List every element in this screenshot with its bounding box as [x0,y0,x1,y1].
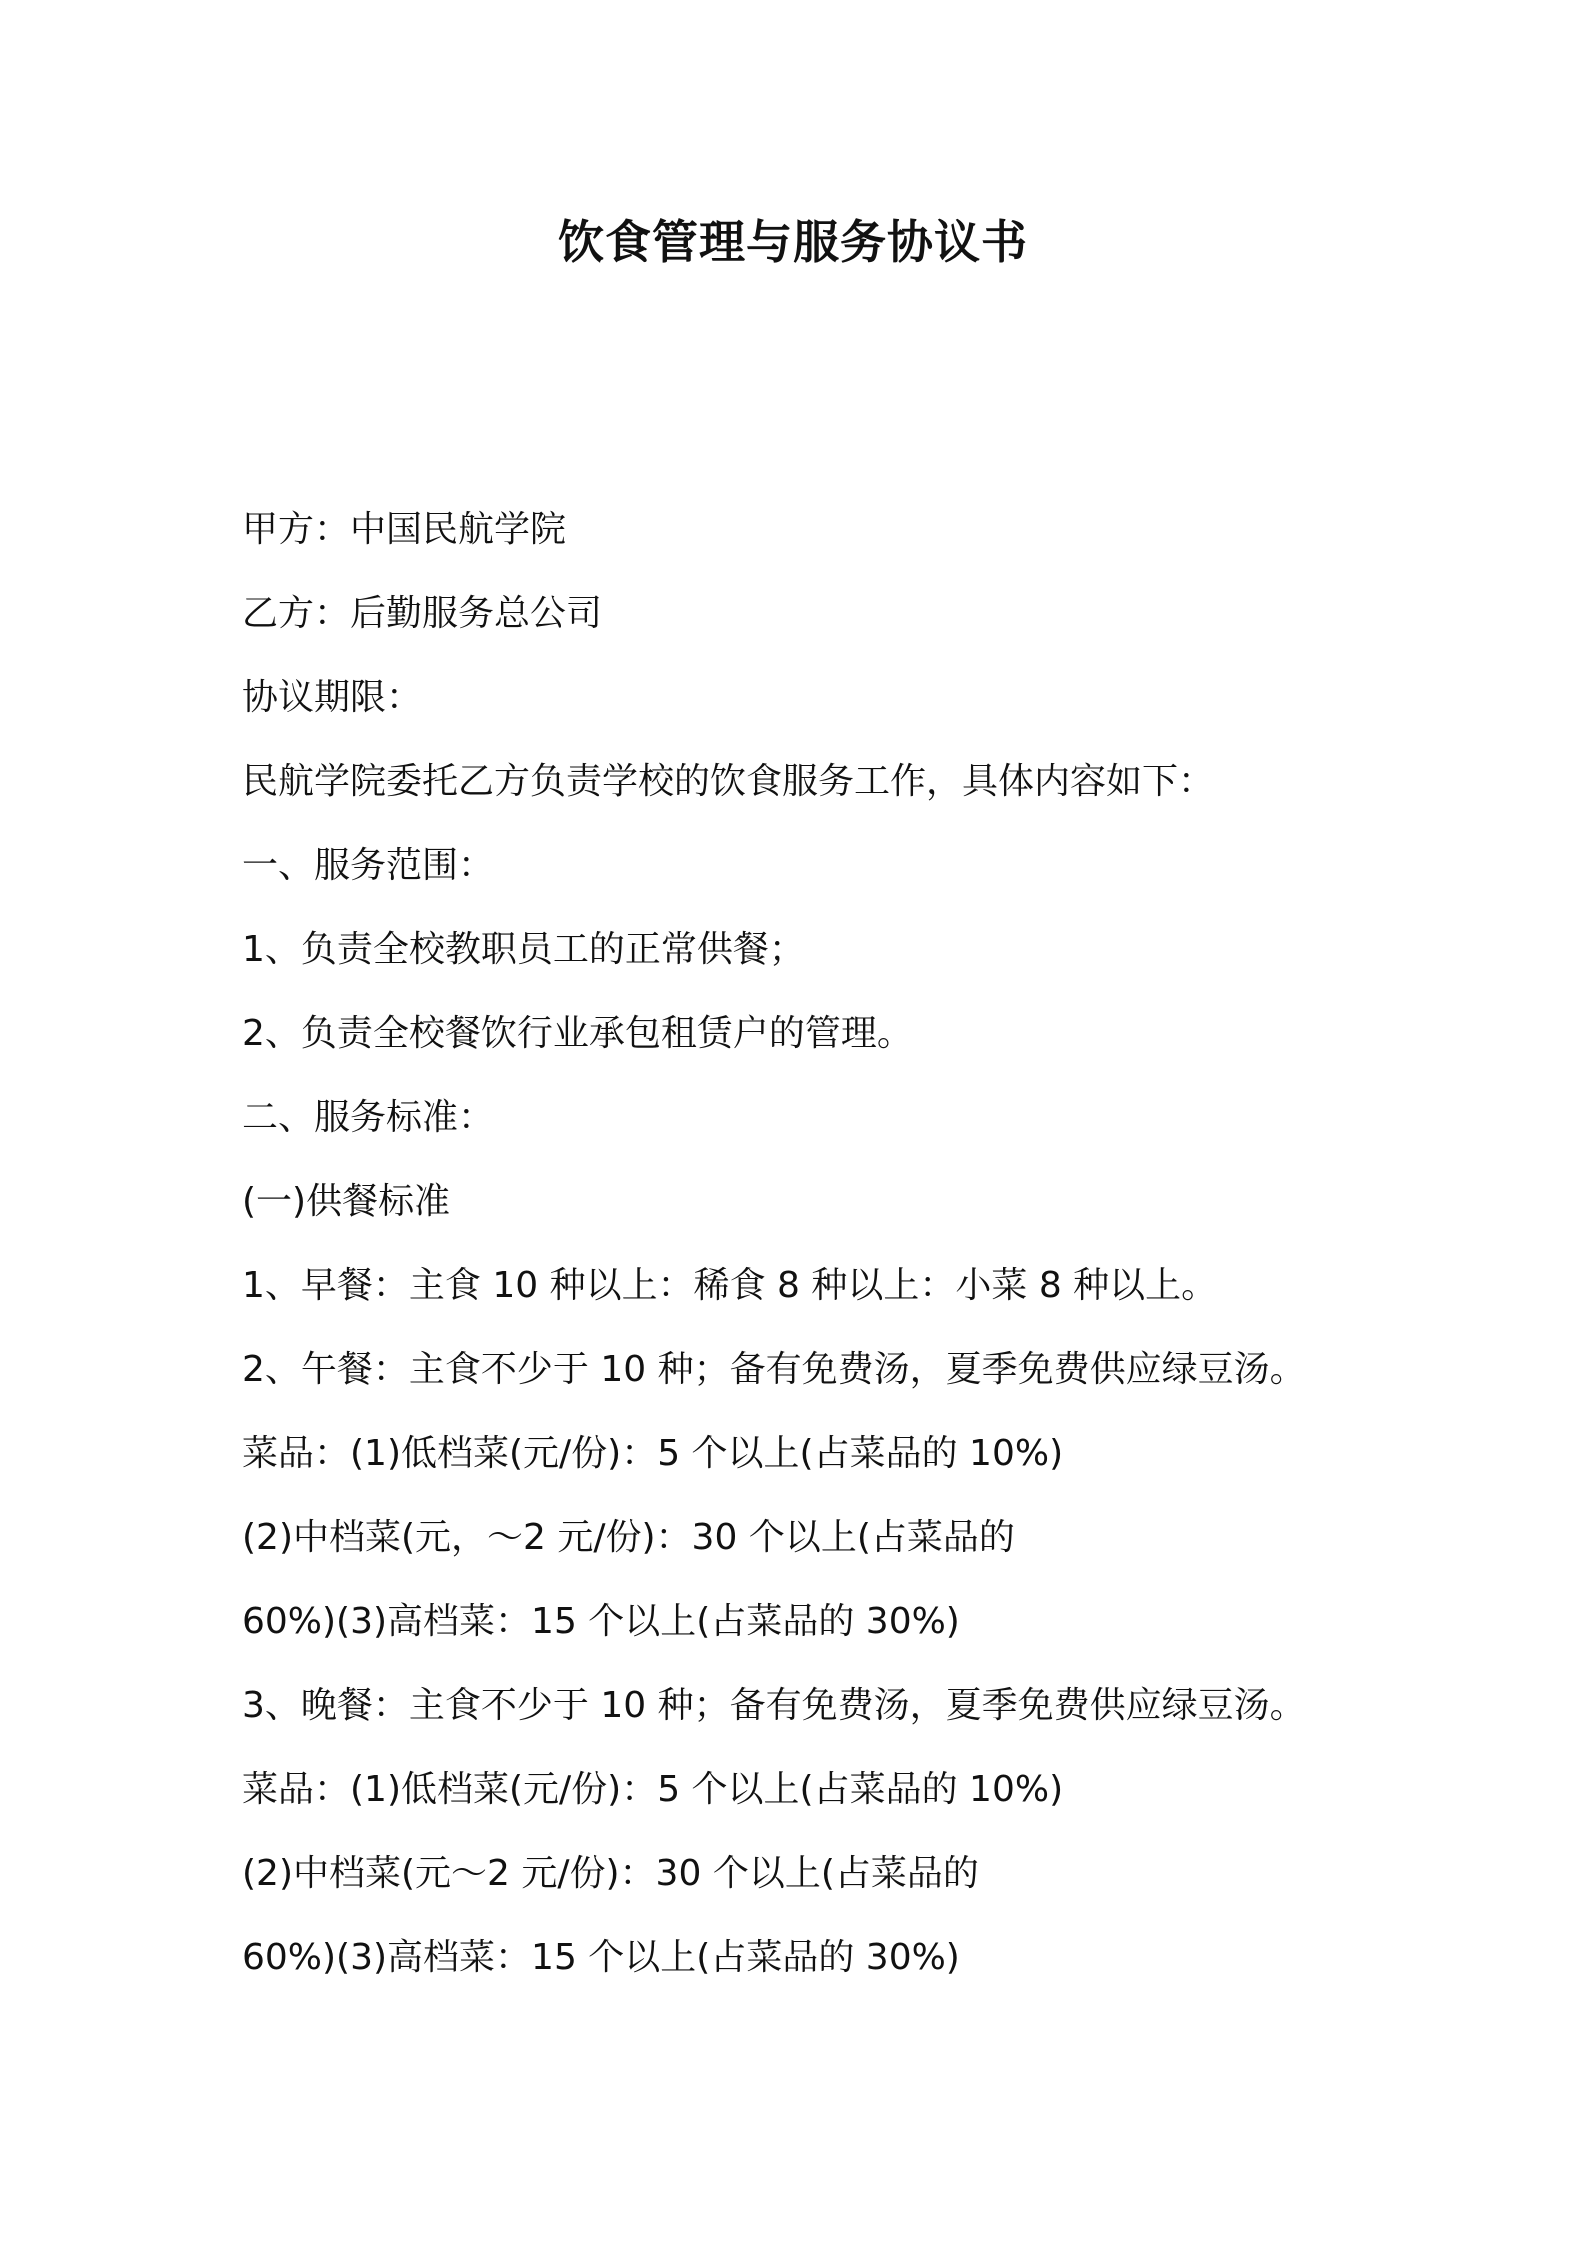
party-b-line: 乙方：后勤服务总公司 [242,593,603,634]
scope-item-1: 1、负责全校教职员工的正常供餐； [242,929,805,970]
dinner-line: 3、晚餐：主食不少于 10 种；备有免费汤，夏季免费供应绿豆汤。 [242,1685,1306,1726]
lunch-dishes-line-2: (2)中档菜(元，～2 元/份)：30 个以上(占菜品的 [242,1517,1015,1558]
dinner-dishes-line-2: (2)中档菜(元～2 元/份)：30 个以上(占菜品的 [242,1853,979,1894]
lunch-line: 2、午餐：主食不少于 10 种；备有免费汤，夏季免费供应绿豆汤。 [242,1349,1306,1390]
party-a-line: 甲方：中国民航学院 [242,509,567,550]
dinner-dishes-line-3: 60%)(3)高档菜：15 个以上(占菜品的 30%) [242,1937,960,1978]
agreement-term-line: 协议期限： [242,677,423,718]
scope-item-2: 2、负责全校餐饮行业承包租赁户的管理。 [242,1013,913,1054]
subsection-heading-meal-standards: (一)供餐标准 [242,1181,451,1222]
breakfast-line: 1、早餐：主食 10 种以上：稀食 8 种以上：小菜 8 种以上。 [242,1265,1218,1306]
dinner-dishes-line-1: 菜品：(1)低档菜(元/份)：5 个以上(占菜品的 10%) [242,1769,1064,1810]
intro-paragraph: 民航学院委托乙方负责学校的饮食服务工作，具体内容如下： [242,761,1215,802]
document-body [242,488,1442,2000]
lunch-dishes-line-1: 菜品：(1)低档菜(元/份)：5 个以上(占菜品的 10%) [242,1433,1064,1474]
section-heading-standards: 二、服务标准： [242,1097,495,1138]
lunch-dishes-line-3: 60%)(3)高档菜：15 个以上(占菜品的 30%) [242,1601,960,1642]
document-title: 饮食管理与服务协议书 [558,215,1028,269]
section-heading-scope: 一、服务范围： [242,845,495,886]
